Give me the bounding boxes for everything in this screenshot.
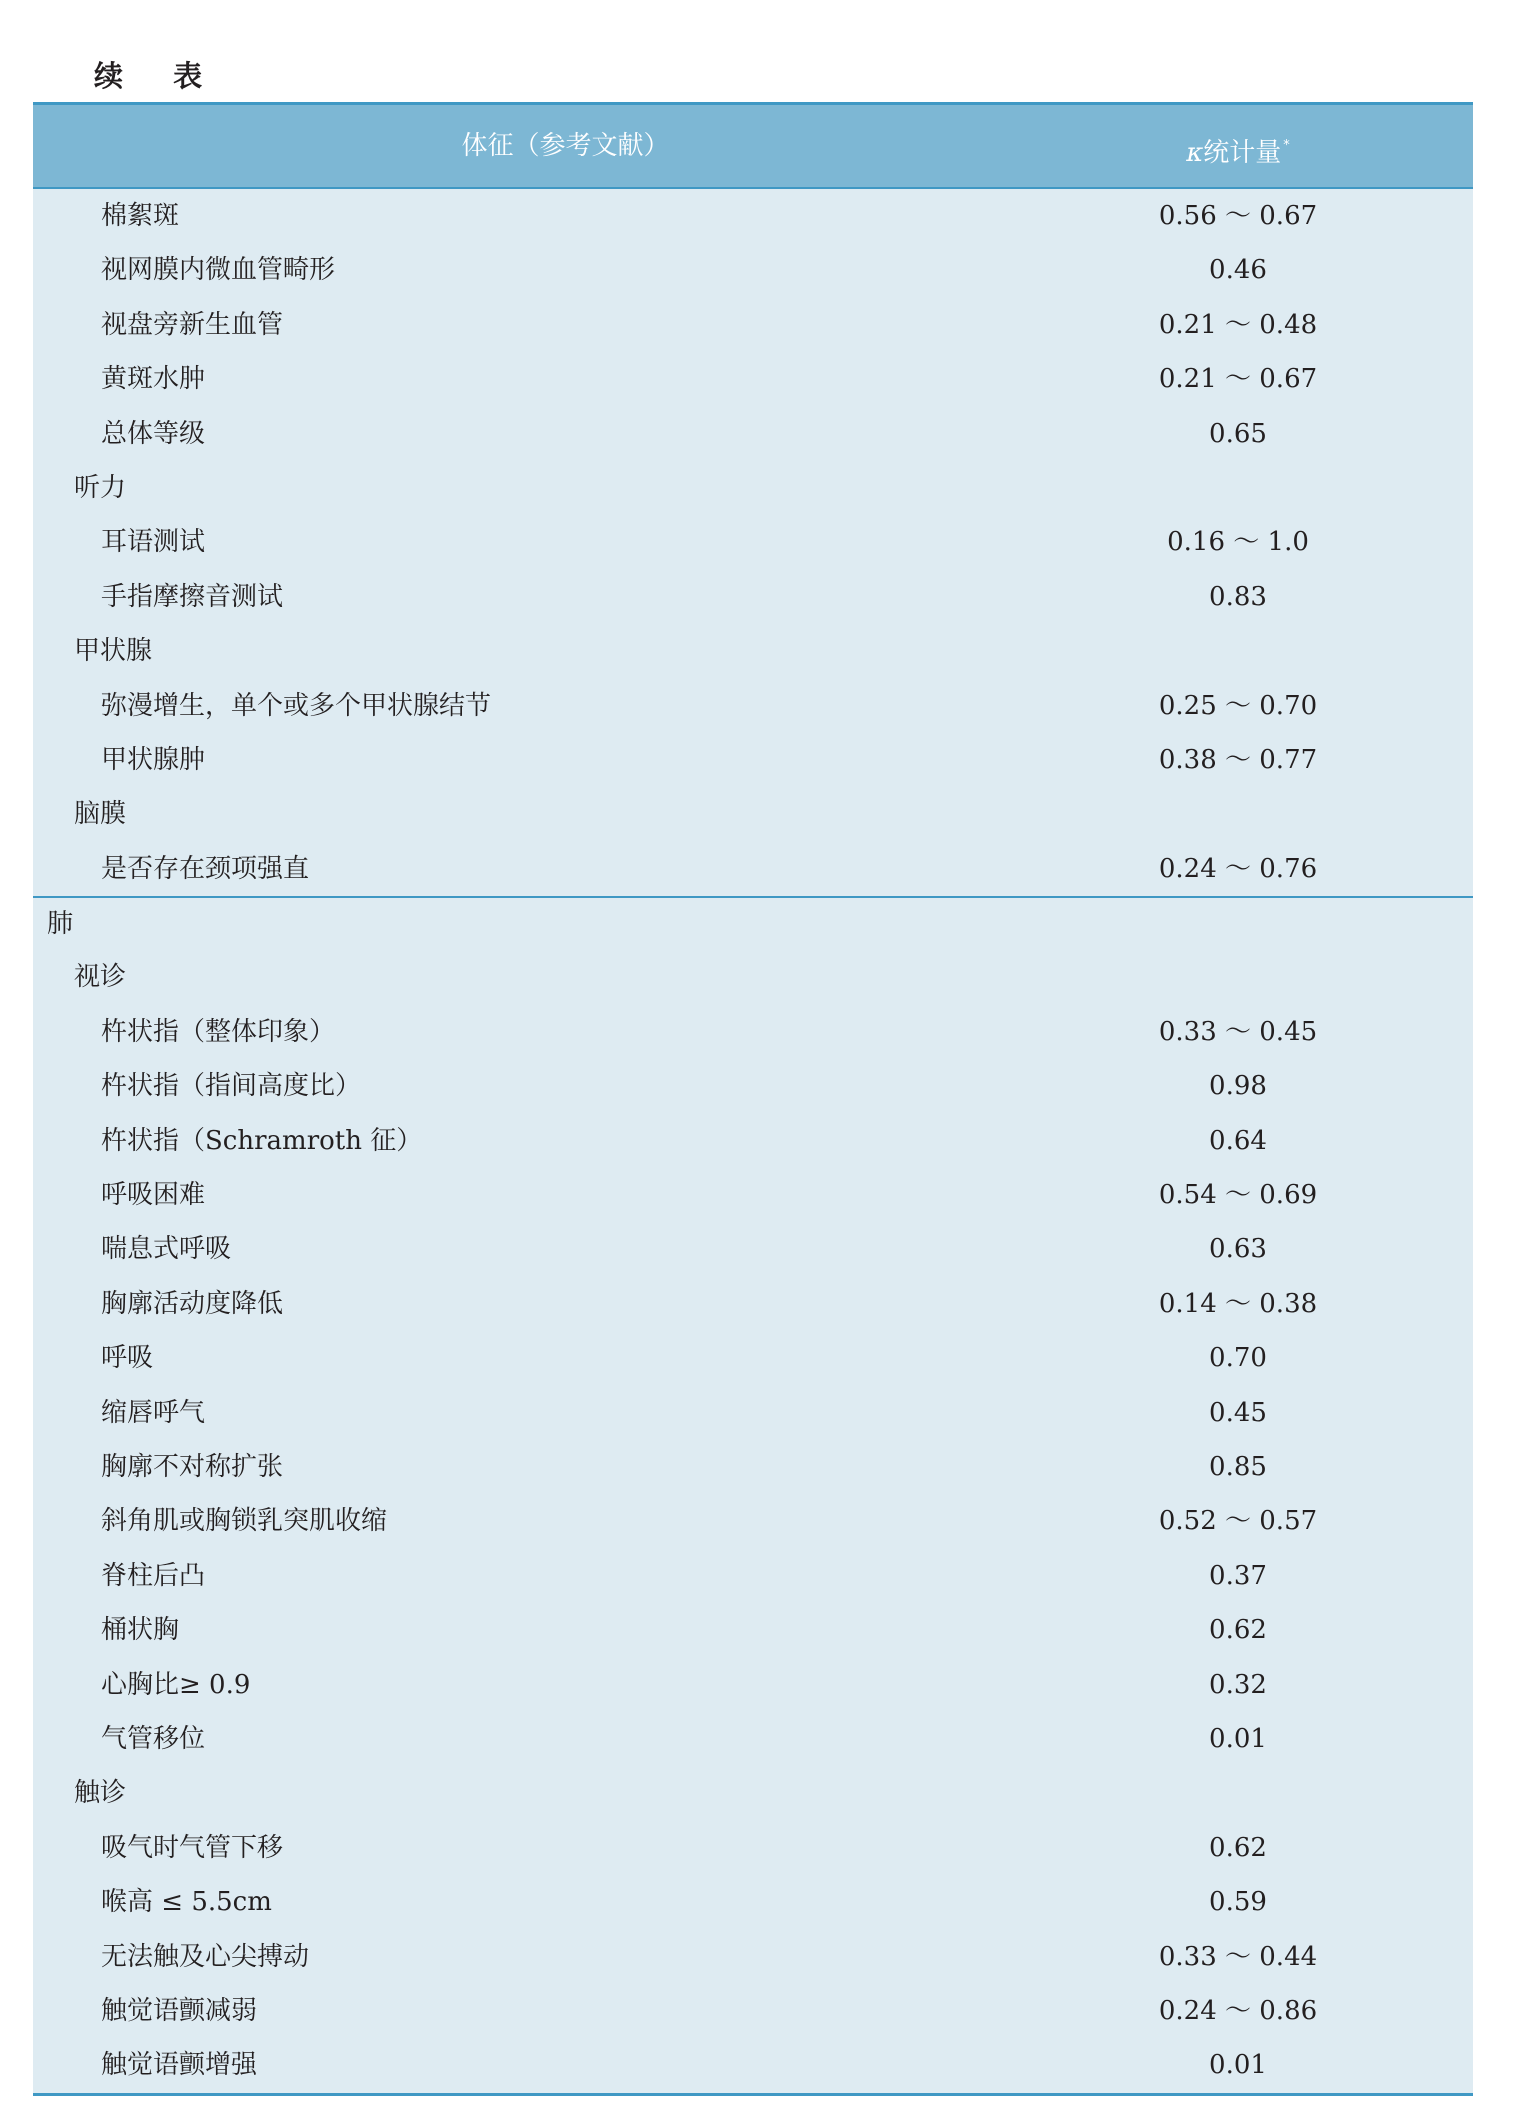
kappa-value: 0.62 <box>1209 1832 1267 1863</box>
sign-name: 无法触及心尖搏动 <box>101 1941 310 1972</box>
table-row <box>33 243 1473 297</box>
header-kappa-column <box>1108 105 1368 187</box>
table-row <box>33 1440 1473 1494</box>
kappa-value: 0.45 <box>1209 1397 1267 1428</box>
section-heading-row <box>33 624 1473 678</box>
section-heading-row <box>33 1766 1473 1820</box>
kappa-footnote-mark: * <box>1283 138 1290 153</box>
kappa-value: 0.14 ～ 0.38 <box>1158 1288 1318 1319</box>
table-row <box>33 1168 1473 1222</box>
table-body <box>33 189 1473 2093</box>
table-row <box>33 1277 1473 1331</box>
sign-name: 吸气时气管下移 <box>101 1832 284 1863</box>
section-heading-row <box>33 896 1473 950</box>
sign-name: 听力 <box>74 472 127 503</box>
table-row <box>33 407 1473 461</box>
kappa-value: 0.01 <box>1209 1723 1267 1754</box>
kappa-value: 0.52 ～ 0.57 <box>1158 1506 1318 1537</box>
section-heading-row <box>33 461 1473 515</box>
table-row <box>33 1603 1473 1657</box>
kappa-value: 0.70 <box>1209 1343 1267 1374</box>
sign-name: 触诊 <box>74 1778 127 1809</box>
sign-name: 视盘旁新生血管 <box>101 309 284 340</box>
kappa-value: 0.63 <box>1209 1234 1267 1265</box>
kappa-value: 0.24 ～ 0.86 <box>1158 1995 1318 2026</box>
table-row <box>33 189 1473 243</box>
sign-name: 心胸比≥ 0.9 <box>101 1669 251 1700</box>
kappa-value: 0.32 <box>1209 1669 1267 1700</box>
kappa-value: 0.25 ～ 0.70 <box>1158 690 1318 721</box>
kappa-value: 0.24 ～ 0.76 <box>1158 853 1318 884</box>
sign-name: 甲状腺 <box>74 636 153 667</box>
sign-name: 胸廓活动度降低 <box>101 1288 284 1319</box>
section-heading-row <box>33 950 1473 1004</box>
sign-name: 总体等级 <box>101 418 206 449</box>
sign-name: 是否存在颈项强直 <box>101 853 310 884</box>
kappa-value: 0.33 ～ 0.44 <box>1158 1941 1318 1972</box>
sign-name: 呼吸困难 <box>101 1180 206 1211</box>
sign-name: 视网膜内微血管畸形 <box>101 255 336 286</box>
sign-name: 杵状指（Schramroth 征） <box>101 1125 423 1156</box>
sign-name: 斜角肌或胸锁乳突肌收缩 <box>101 1506 388 1537</box>
table-continued-caption: 续 表 <box>94 59 223 93</box>
header-sign-column: 体征（参考文献） <box>461 131 670 161</box>
sign-name: 杵状指（指间高度比） <box>101 1071 362 1102</box>
table-row <box>33 1549 1473 1603</box>
sign-name: 脊柱后凸 <box>101 1560 206 1591</box>
table-row <box>33 352 1473 406</box>
table-row <box>33 2038 1473 2092</box>
sign-name: 胸廓不对称扩张 <box>101 1451 284 1482</box>
table-row <box>33 1984 1473 2038</box>
kappa-symbol: κ <box>1186 138 1204 168</box>
table-row <box>33 1222 1473 1276</box>
table-row <box>33 298 1473 352</box>
kappa-value: 0.56 ～ 0.67 <box>1158 201 1318 231</box>
kappa-value: 0.38 ～ 0.77 <box>1158 744 1318 775</box>
table-row <box>33 1386 1473 1440</box>
table-header <box>33 105 1473 189</box>
table-row <box>33 1114 1473 1168</box>
sign-name: 弥漫增生，单个或多个甲状腺结节 <box>101 690 492 721</box>
sign-name: 触觉语颤增强 <box>101 2050 258 2081</box>
kappa-value: 0.46 <box>1209 255 1267 286</box>
sign-name: 触觉语颤减弱 <box>101 1995 258 2026</box>
kappa-value: 0.59 <box>1209 1887 1267 1918</box>
kappa-value: 0.83 <box>1209 581 1267 612</box>
sign-name: 喉高 ≤ 5.5cm <box>101 1887 272 1918</box>
table-row <box>33 515 1473 569</box>
table-row <box>33 679 1473 733</box>
sign-name: 视诊 <box>74 962 127 993</box>
table-row <box>33 1331 1473 1385</box>
sign-name: 黄斑水肿 <box>101 364 206 395</box>
table-row <box>33 1930 1473 1984</box>
sign-name: 呼吸 <box>101 1343 154 1374</box>
sign-name: 缩唇呼气 <box>101 1397 206 1428</box>
kappa-value: 0.33 ～ 0.45 <box>1158 1016 1318 1047</box>
kappa-value: 0.21 ～ 0.48 <box>1158 309 1318 340</box>
kappa-value: 0.98 <box>1209 1071 1267 1102</box>
sign-name: 甲状腺肿 <box>101 744 206 775</box>
table-row <box>33 570 1473 624</box>
kappa-value: 0.01 <box>1209 2050 1267 2081</box>
kappa-value: 0.54 ～ 0.69 <box>1158 1180 1318 1211</box>
table-row <box>33 1821 1473 1875</box>
table-row <box>33 1875 1473 1929</box>
sign-name: 棉絮斑 <box>101 201 180 231</box>
sign-name: 桶状胸 <box>101 1615 180 1646</box>
table-row <box>33 733 1473 787</box>
kappa-value: 0.16 ～ 1.0 <box>1167 527 1309 558</box>
kappa-value: 0.62 <box>1209 1615 1267 1646</box>
sign-name: 气管移位 <box>101 1723 206 1754</box>
sign-name: 喘息式呼吸 <box>101 1234 232 1265</box>
kappa-label: 统计量 <box>1203 138 1282 168</box>
table-row <box>33 842 1473 896</box>
physical-signs-kappa-table <box>33 102 1473 2096</box>
sign-name: 脑膜 <box>74 799 127 830</box>
table-row <box>33 1059 1473 1113</box>
sign-name: 耳语测试 <box>101 527 206 558</box>
kappa-value: 0.85 <box>1209 1451 1267 1482</box>
sign-name: 肺 <box>47 909 74 940</box>
table-row <box>33 1005 1473 1059</box>
section-heading-row <box>33 787 1473 841</box>
table-row <box>33 1712 1473 1766</box>
kappa-value: 0.64 <box>1209 1125 1267 1156</box>
table-row <box>33 1494 1473 1548</box>
table-row <box>33 1658 1473 1712</box>
sign-name: 手指摩擦音测试 <box>101 581 284 612</box>
sign-name: 杵状指（整体印象） <box>101 1016 336 1047</box>
kappa-value: 0.37 <box>1209 1560 1267 1591</box>
kappa-value: 0.21 ～ 0.67 <box>1158 364 1318 395</box>
kappa-value: 0.65 <box>1209 418 1267 449</box>
